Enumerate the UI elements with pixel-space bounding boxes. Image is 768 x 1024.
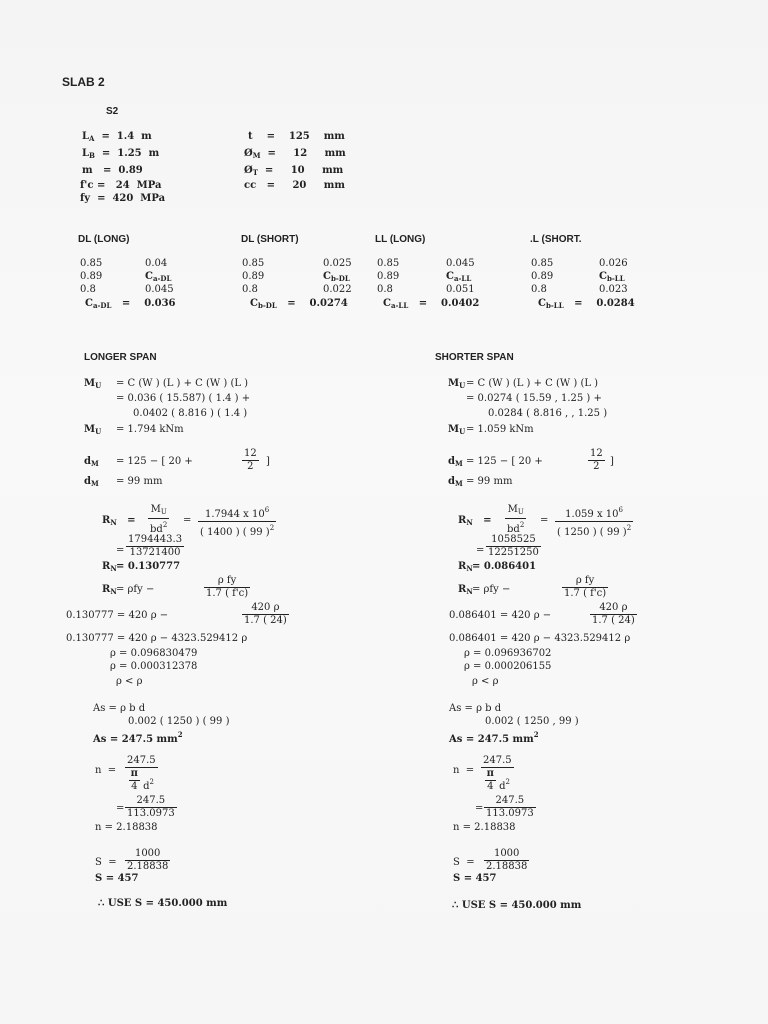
rn-fraction-numeric: $\frac{1794443.3}{13721400}$ (128, 534, 183, 558)
slab-id: S2 (106, 106, 119, 117)
coef-symbol: $C_{a-LL}$ (446, 271, 472, 283)
n-fraction-numeric: $\frac{247.5}{113.0973}$ (127, 795, 175, 819)
rn-fraction-values: $\frac{1.7944 x 10^6}{( 1400 ) ( 99 )^2}$ (200, 506, 275, 538)
mu-label: $M_U$ (84, 424, 102, 436)
rho-1: ρ = 0.096830479 (110, 648, 198, 659)
substitution-1: 0.086401 = 420 ρ − (449, 610, 552, 621)
mu-label: $M_U$ (448, 378, 466, 390)
coef-cell: 0.89 (242, 271, 265, 282)
s-result: S = 457 (95, 873, 139, 884)
dm-label: $d_M$ (84, 476, 99, 488)
as-result: As = 247.5 $mm^2$ (449, 730, 539, 745)
coef-result: $C_{a-DL}$ = 0.036 (85, 298, 176, 310)
coef-header-dl-long: DL (LONG) (78, 234, 130, 245)
coef-cell: 0.8 (242, 284, 258, 295)
pi-fraction: $\frac{\pi}{4}$ (486, 768, 494, 792)
mu-formula: = C (W ) (L ) + C (W ) (L ) (116, 378, 249, 389)
rn-fraction-numeric: $\frac{1058525}{12251250}$ (488, 534, 539, 558)
param-la: $L_A = 1.4$ m (82, 131, 152, 143)
coef-cell: 0.8 (80, 284, 96, 295)
dm-fraction: $\frac{12}{2}$ (244, 448, 257, 472)
mu-substitution: = 0.0274 ( 15.59 , 1.25 ) + (466, 393, 602, 404)
coef-cell: 0.85 (80, 258, 103, 269)
coef-result: $C_{a-LL}$ = 0.0402 (383, 298, 480, 310)
as-values: 0.002 ( 1250 , 99 ) (485, 716, 579, 727)
s-fraction: $\frac{1000}{2.18838}$ (486, 848, 528, 872)
s-result: S = 457 (453, 873, 497, 884)
coef-cell: 0.8 (531, 284, 547, 295)
rn-equation-fraction: $\frac{\text{ρ fy}}{1.7 ( f'c)}$ (564, 575, 607, 599)
coef-symbol: $C_{b-DL}$ (323, 271, 350, 283)
equals: = (476, 545, 485, 556)
n-fraction: 247.5 $\frac{\pi}{4}$ $d^2$ (127, 755, 156, 792)
s-label: S = (453, 857, 475, 868)
rn-result: = 0.086401 (472, 561, 537, 572)
equals: = (540, 515, 549, 526)
coef-cell: 0.89 (377, 271, 400, 282)
rn-fraction-values: $\frac{1.059 x 10^6}{( 1250 ) ( 99 )^2}$ (557, 506, 632, 538)
coef-cell: 0.045 (446, 258, 475, 269)
shorter-span-heading: SHORTER SPAN (435, 352, 514, 363)
coef-cell: 0.026 (599, 258, 628, 269)
param-fc: f'c = 24 MPa (80, 180, 162, 191)
n-fraction-numeric: $\frac{247.5}{113.0973}$ (486, 795, 534, 819)
rn-label: $R_N$ (102, 584, 117, 596)
param-phi-m: $Ø_M$ = 12 mm (244, 148, 346, 160)
as-formula: As = ρ b d (93, 703, 146, 714)
coef-header-ll-short: .L (SHORT. (530, 234, 582, 245)
coef-cell: 0.85 (242, 258, 265, 269)
rn-label: $R_N$ (102, 561, 117, 573)
coef-result: $C_{b-DL}$ = 0.0274 (250, 298, 348, 310)
equals: = (116, 803, 125, 814)
coef-cell: 0.022 (323, 284, 352, 295)
substitution-1: 0.130777 = 420 ρ − (66, 610, 169, 621)
n-result: n = 2.18838 (95, 822, 158, 833)
dm-fraction: $\frac{12}{2}$ (590, 448, 603, 472)
substitution-fraction: $\frac{420 \rho}{1.7 ( 24)}$ (244, 602, 287, 626)
mu-substitution-2: 0.0402 ( 8.816 ) ( 1.4 ) (133, 408, 248, 419)
param-lb: $L_B = 1.25$ m (82, 148, 160, 160)
rn-label: $R_N$ (458, 584, 473, 596)
mu-substitution: = 0.036 ( 15.587) ( 1.4 ) + (116, 393, 251, 404)
coef-header-ll-long: LL (LONG) (375, 234, 426, 245)
dm-formula: = 125 − [ 20 + (466, 456, 543, 467)
s-label: S = (95, 857, 117, 868)
coef-header-dl-short: DL (SHORT) (241, 234, 299, 245)
rn-label: $R_N$ = (102, 515, 136, 527)
dm-result: = 99 mm (466, 476, 513, 487)
n-label: n = (453, 765, 475, 776)
dm-label: $d_M$ (448, 456, 463, 468)
coef-cell: 0.04 (145, 258, 168, 269)
param-cc: cc = 20 mm (244, 180, 345, 191)
substitution-2: 0.130777 = 420 ρ − 4323.529412 ρ (66, 633, 248, 644)
as-formula: As = ρ b d (449, 703, 502, 714)
mu-result: = 1.059 kNm (466, 424, 534, 435)
mu-label: $M_U$ (448, 424, 466, 436)
equals: = (116, 545, 125, 556)
dm-close: ] (266, 456, 270, 467)
coef-cell: 0.045 (145, 284, 174, 295)
rn-equation-fraction: $\frac{\text{ρ fy}}{1.7 ( f'c)}$ (206, 575, 249, 599)
mu-substitution-2: 0.0284 ( 8.816 , , 1.25 ) (488, 408, 608, 419)
longer-span-heading: LONGER SPAN (84, 352, 157, 363)
substitution-fraction: $\frac{420 \rho}{1.7 ( 24)}$ (592, 602, 635, 626)
rn-label: $R_N$ = (458, 515, 492, 527)
rho-min-check: ρ < ρ (472, 676, 499, 687)
n-label: n = (95, 765, 117, 776)
rn-fraction-symbolic: $\frac{M_U}{bd^2}$ (150, 504, 168, 535)
coef-symbol: $C_{a-DL}$ (145, 271, 172, 283)
use-spacing: ∴ USE S = 450.000 mm (452, 900, 582, 911)
coef-result: $C_{b-LL}$ = 0.0284 (538, 298, 635, 310)
s-fraction: $\frac{1000}{2.18838}$ (127, 848, 169, 872)
rho-1: ρ = 0.096936702 (464, 648, 552, 659)
mu-formula: = C (W ) (L ) + C (W ) (L ) (466, 378, 599, 389)
rn-fraction-symbolic: $\frac{M_U}{bd^2}$ (507, 504, 525, 535)
dm-label: $d_M$ (84, 456, 99, 468)
param-fy: fy = 420 MPa (80, 193, 166, 204)
as-result: As = 247.5 $mm^2$ (93, 730, 183, 745)
pi-fraction: $\frac{\pi}{4}$ (130, 768, 138, 792)
dm-close: ] (610, 456, 614, 467)
param-t: t = 125 mm (248, 131, 345, 142)
n-fraction: 247.5 $\frac{\pi}{4}$ $d^2$ (483, 755, 512, 792)
n-result: n = 2.18838 (453, 822, 516, 833)
rho-2: ρ = 0.000312378 (110, 661, 198, 672)
rho-min-check: ρ < ρ (116, 676, 143, 687)
mu-label: $M_U$ (84, 378, 102, 390)
coef-cell: 0.051 (446, 284, 475, 295)
page-title: SLAB 2 (62, 75, 105, 89)
dm-formula: = 125 − [ 20 + (116, 456, 193, 467)
equals: = (475, 803, 484, 814)
as-values: 0.002 ( 1250 ) ( 99 ) (128, 716, 230, 727)
rho-2: ρ = 0.000206155 (464, 661, 552, 672)
mu-result: = 1.794 kNm (116, 424, 184, 435)
rn-result: = 0.130777 (116, 561, 181, 572)
coef-cell: 0.023 (599, 284, 628, 295)
dm-label: $d_M$ (448, 476, 463, 488)
rn-equation: = ρfy − (116, 584, 155, 595)
coef-cell: 0.85 (377, 258, 400, 269)
dm-result: = 99 mm (116, 476, 163, 487)
coef-cell: 0.8 (377, 284, 393, 295)
rn-label: $R_N$ (458, 561, 473, 573)
coef-cell: 0.85 (531, 258, 554, 269)
rn-equation: = ρfy − (472, 584, 511, 595)
param-phi-t: $Ø_T$ = 10 mm (244, 165, 344, 177)
substitution-2: 0.086401 = 420 ρ − 4323.529412 ρ (449, 633, 631, 644)
equals: = (183, 515, 192, 526)
coef-cell: 0.89 (531, 271, 554, 282)
coef-symbol: $C_{b-LL}$ (599, 271, 625, 283)
coef-cell: 0.89 (80, 271, 103, 282)
param-m: m = 0.89 (82, 165, 143, 176)
use-spacing: ∴ USE S = 450.000 mm (98, 898, 228, 909)
coef-cell: 0.025 (323, 258, 352, 269)
